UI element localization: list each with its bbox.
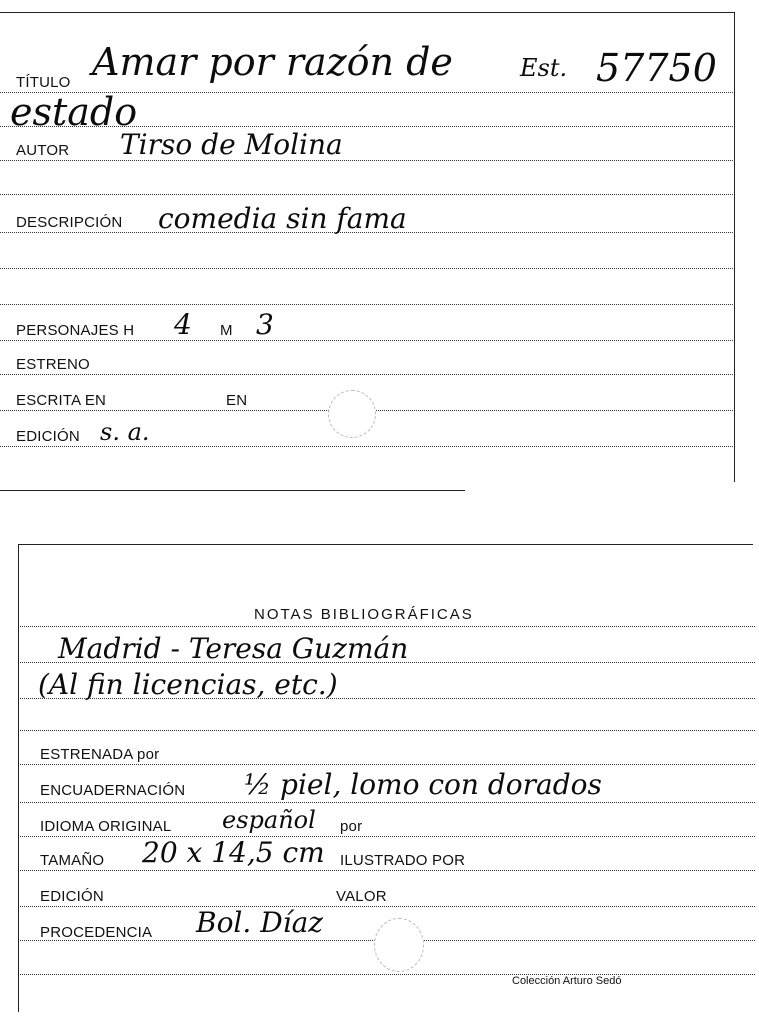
h-count-value: 4 bbox=[174, 308, 192, 341]
card2-rule bbox=[20, 626, 755, 627]
card2-rule bbox=[20, 836, 755, 837]
card2-left-border bbox=[18, 544, 19, 1012]
titulo-sign: Est. bbox=[520, 54, 568, 82]
descripcion-label: DESCRIPCIÓN bbox=[16, 214, 123, 231]
edicion2-label: EDICIÓN bbox=[40, 888, 104, 905]
m-label: M bbox=[220, 322, 233, 339]
encuadernacion-label: ENCUADERNACIÓN bbox=[40, 782, 186, 799]
catalog-number: 57750 bbox=[596, 46, 717, 90]
procedencia-value: Bol. Díaz bbox=[196, 906, 324, 939]
m-count-value: 3 bbox=[256, 308, 274, 341]
paper-blemish bbox=[328, 390, 376, 438]
card1-top-border bbox=[0, 12, 735, 13]
card2-rule bbox=[20, 870, 755, 871]
edicion-value: s. a. bbox=[100, 418, 150, 446]
estrenada-label-text: ESTRENADA por bbox=[40, 746, 160, 763]
descripcion-value: comedia sin fama bbox=[158, 202, 407, 235]
tamano-label: TAMAÑO bbox=[40, 852, 105, 869]
card1-rule bbox=[0, 194, 735, 195]
encuadernacion-value: ½ piel, lomo con dorados bbox=[244, 768, 602, 801]
escrita-en-label: ESCRITA EN bbox=[16, 392, 107, 409]
notes-line-1: Madrid - Teresa Guzmán bbox=[58, 632, 409, 665]
paper-blemish bbox=[374, 918, 424, 972]
en-label: EN bbox=[226, 392, 248, 409]
edicion-label: EDICIÓN bbox=[16, 428, 80, 445]
notes-line-2: (Al fin licencias, etc.) bbox=[38, 668, 338, 701]
card2-rule bbox=[20, 730, 755, 731]
estreno-label: ESTRENO bbox=[16, 356, 90, 373]
titulo-label: TÍTULO bbox=[16, 74, 71, 91]
card1-rule bbox=[0, 160, 735, 161]
ilustrado-label: ILUSTRADO POR bbox=[340, 852, 466, 869]
titulo-value: Amar por razón de bbox=[92, 40, 453, 84]
card2-rule bbox=[20, 764, 755, 765]
por-label: por bbox=[340, 818, 363, 835]
personajes-label: PERSONAJES H bbox=[16, 322, 135, 339]
card1-rule bbox=[0, 446, 735, 447]
collection-footer: Colección Arturo Sedó bbox=[512, 975, 622, 987]
card1-bottom-border bbox=[0, 490, 465, 491]
card2-rule bbox=[20, 974, 755, 975]
card2-rule bbox=[20, 906, 755, 907]
card2-rule bbox=[20, 802, 755, 803]
notas-heading: NOTAS BIBLIOGRÁFICAS bbox=[254, 606, 474, 623]
valor-label: VALOR bbox=[336, 888, 387, 905]
card1-rule bbox=[0, 268, 735, 269]
card1-rule bbox=[0, 340, 735, 341]
card1-rule bbox=[0, 374, 735, 375]
autor-label: AUTOR bbox=[16, 142, 70, 159]
titulo-value-line2: estado bbox=[10, 90, 138, 134]
idioma-label: IDIOMA ORIGINAL bbox=[40, 818, 172, 835]
estrenada-label bbox=[40, 746, 159, 763]
card2-top-border bbox=[18, 544, 753, 545]
card1-rule bbox=[0, 304, 735, 305]
card1-right-border bbox=[734, 12, 735, 482]
tamano-value: 20 x 14,5 cm bbox=[142, 836, 325, 869]
autor-value: Tirso de Molina bbox=[120, 128, 343, 161]
idioma-value: español bbox=[222, 806, 316, 834]
procedencia-label: PROCEDENCIA bbox=[40, 924, 153, 941]
